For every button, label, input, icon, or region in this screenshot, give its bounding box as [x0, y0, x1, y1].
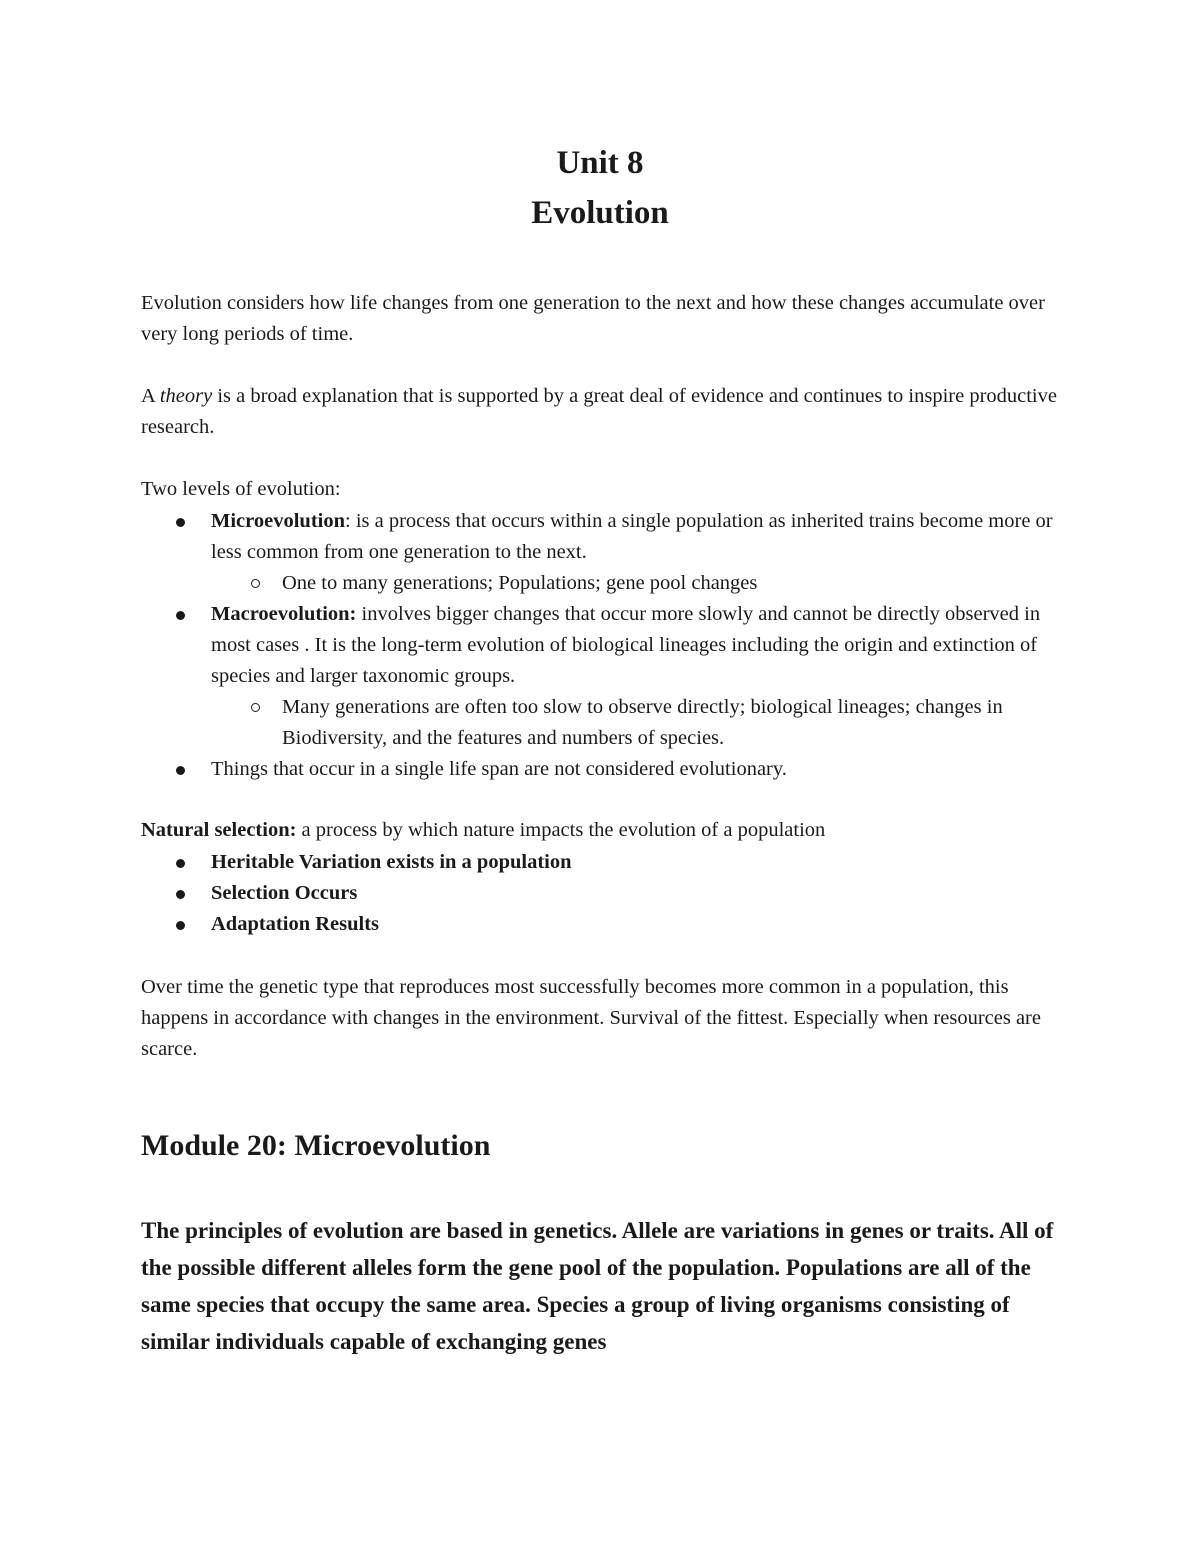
bullet-icon	[176, 921, 185, 930]
lifespan-text: Things that occur in a single life span are not considered evolutionary.	[211, 758, 787, 780]
macroevolution-text: involves bigger changes that occur more slowly and cannot be directly observed in most cases . It is the long-term evolution of biological lineages including the origin and extinction of species and larger taxonomic groups.	[211, 603, 1041, 687]
gene-pool-term: gene pool	[508, 1255, 602, 1280]
circle-bullet-icon	[251, 703, 260, 712]
natural-selection-item: Heritable Variation exists in a population	[211, 851, 572, 873]
list-item	[0, 847, 1061, 878]
natural-selection-definition	[141, 815, 1071, 846]
bullet-icon	[176, 611, 185, 620]
species-term: Species	[536, 1292, 609, 1317]
list-item-macroevolution	[0, 599, 1061, 754]
bullet-icon	[176, 518, 185, 527]
module-seg4: a group of living organisms consisting of similar individuals capable of exchanging genes	[141, 1292, 1010, 1354]
list-item	[0, 909, 1061, 940]
module-seg3: are all of the same species that occupy the same area.	[141, 1255, 1031, 1317]
microevolution-text: : is a process that occurs within a single population as inherited trains become more or less common from one generation to the next.	[211, 510, 1053, 563]
list-item-microevolution	[0, 506, 1061, 599]
module-seg1: The principles of evolution are based in genetics. Allele are variations in genes or traits. All of the possible different alleles form the	[141, 1218, 1054, 1280]
macroevolution-sublist	[211, 692, 1061, 754]
natural-selection-text: a process by which nature impacts the evolution of a population	[296, 819, 826, 841]
over-time-paragraph: Over time the genetic type that reproduces most successfully becomes more common in a population, this happens in accordance with changes in the environment. Survival of the fittest. Especially when resources are scarce.	[141, 976, 1041, 1060]
microevolution-sublist	[211, 568, 1061, 599]
bullet-icon	[176, 766, 185, 775]
intro-paragraph: Evolution considers how life changes from one generation to the next and how these changes accumulate over very long periods of time.	[141, 292, 1045, 345]
macroevolution-sub-text: Many generations are often too slow to observe directly; biological lineages; changes in Biodiversity, and the features and numbers of species.	[282, 696, 1003, 749]
module-paragraph	[141, 1212, 1071, 1360]
bullet-icon	[176, 859, 185, 868]
populations-term: Populations	[785, 1255, 903, 1280]
natural-selection-item: Selection Occurs	[211, 882, 358, 904]
bullet-icon	[176, 890, 185, 899]
circle-bullet-icon	[251, 579, 260, 588]
microevolution-term: Microevolution	[211, 510, 345, 532]
theory-rest: is a broad explanation that is supported by a great deal of evidence and continues to inspire productive research.	[141, 385, 1057, 438]
sub-item-macroevolution	[211, 692, 1062, 754]
list-item	[0, 878, 1061, 909]
natural-selection-item: Adaptation Results	[211, 913, 380, 935]
unit-title: Unit 8	[556, 145, 644, 181]
theory-paragraph	[141, 381, 1071, 443]
module-seg2: of the population.	[601, 1255, 786, 1280]
theory-term: theory	[159, 385, 213, 407]
unit-subtitle: Evolution	[531, 195, 669, 231]
module-heading: Module 20: Microevolution	[141, 1129, 491, 1162]
theory-prefix: A	[141, 385, 160, 407]
list-item-lifespan	[0, 754, 1061, 785]
levels-heading: Two levels of evolution:	[141, 478, 341, 500]
levels-list	[0, 506, 1100, 785]
natural-selection-term: Natural selection:	[141, 819, 297, 841]
macroevolution-term: Macroevolution:	[211, 603, 357, 625]
microevolution-sub-text: One to many generations; Populations; gene pool changes	[282, 572, 758, 594]
natural-selection-list	[0, 847, 1100, 940]
sub-item-microevolution	[211, 568, 1062, 599]
